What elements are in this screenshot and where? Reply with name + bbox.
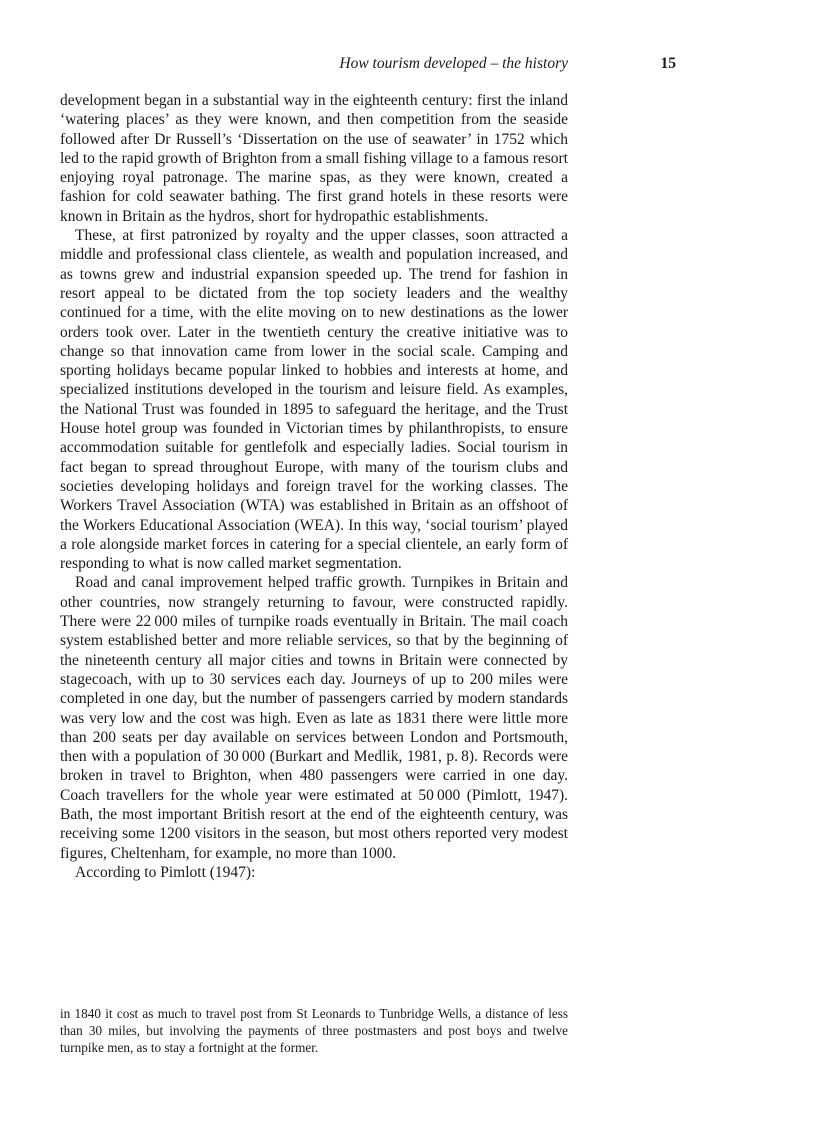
page-number: 15 [660,55,676,72]
paragraph-road-and-canal: Road and canal improvement helped traffic growth. Turnpikes in Britain and other countries, now strangely returning to favour, were constructed rapidly. There were 22 000 miles of turnpike roads eventually in Britain. The mail coach system established better and more reliable services, so that by the beginning of the nineteenth century all major cities and towns in Britain were connected by stagecoach, with up to 30 services each day. Journeys of up to 200 miles were completed in one day, but the number of passengers carried by modern standards was very low and the cost was high. Even as late as 1831 there were little more than 200 seats per day available on services between London and Portsmouth, then with a population of 30 000 (Burkart and Medlik, 1981, p. 8). Records were broken in travel to Brighton, when 480 passengers were carried in one day. Coach travellers for the whole year were estimated at 50 000 (Pimlott, 1947). Bath, the most important British resort at the end of the eighteenth century, was receiving some 1200 visitors in the season, but most others reported very modest figures, Cheltenham, for example, no more than 1000. [60,574,568,862]
paragraph-social-tourism: These, at first patronized by royalty and the upper classes, soon attracted a middle and professional class clientele, as wealth and population increased, and as towns grew and industrial expansion speeded up. The trend for fashion in resort appeal to be dictated from the top society leaders and the wealthy continued for a time, with the elite moving on to new destinations as the lower orders took over. Later in the twentieth century the creative initiative was to change so that innovation came from lower in the social scale. Camping and sporting holidays became popular linked to hobbies and interests at home, and specialized institutions developed in the tourism and leisure field. As examples, the National Trust was founded in 1895 to safeguard the heritage, and the Trust House hotel group was founded in Victorian times by philanthropists, to ensure accommodation suitable for gentlefolk and especially ladies. Social tourism in fact began to spread throughout Europe, with many of the tourism clubs and societies developing holidays and foreign travel for the working classes. The Workers Travel Association (WTA) was established in Britain as an offshoot of the Workers Educational Association (WEA). In this way, ‘social tourism’ played a role alongside market forces in catering for a special clientele, an early form of responding to what is now called market segmentation. [60,227,568,573]
body-text [60,91,568,882]
running-title: How tourism developed – the history [339,55,568,72]
paragraph-watering-places: development began in a substantial way in the eighteenth century: first the inland ‘watering places’ as they were known, and then competition from the seaside followed after Dr Russell’s ‘Dissertation on the use of seawater’ in 1752 which led to the rapid growth of Brighton from a small fishing village to a famous resort enjoying royal patronage. The marine spas, as they were known, created a fashion for cold seawater bathing. The first grand hotels in these resorts were known in Britain as the hydros, short for hydropathic establishments. [60,92,568,225]
block-quotation: in 1840 it cost as much to travel post from St Leonards to Tunbridge Wells, a distance of less than 30 miles, but involving the payments of three postmasters and post boys and twelve turnpike men, as to stay a fortnight at the former. [60,1006,568,1055]
paragraph-quote-intro: According to Pimlott (1947): [75,863,256,881]
running-head [60,54,676,74]
